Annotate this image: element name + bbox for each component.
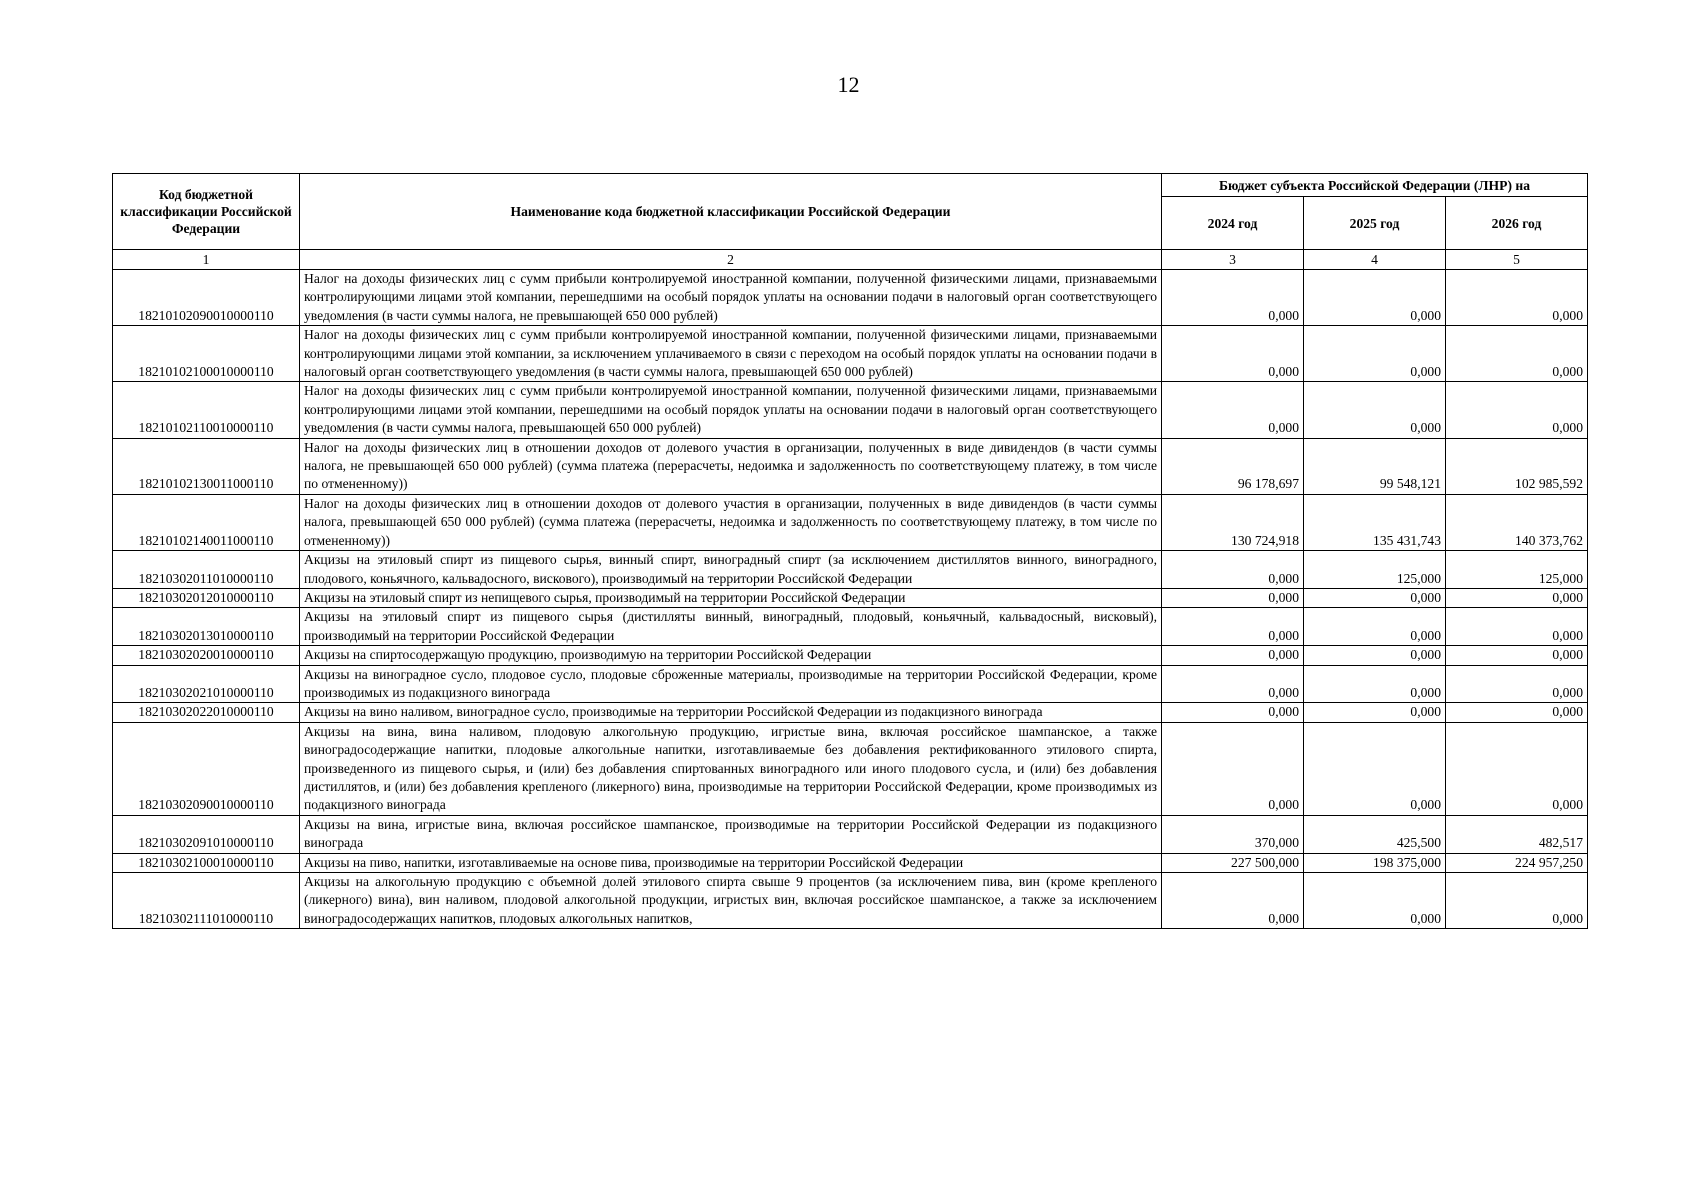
row-value-2025: 0,000	[1304, 665, 1446, 703]
row-value-2024: 0,000	[1162, 270, 1304, 326]
row-value-2025: 0,000	[1304, 588, 1446, 607]
column-number: 3	[1162, 250, 1304, 270]
row-value-2025: 0,000	[1304, 703, 1446, 722]
row-code: 18210102110010000110	[113, 382, 300, 438]
row-name: Акцизы на вино наливом, виноградное сусло, производимые на территории Российской Федерации из подакцизного винограда	[300, 703, 1162, 722]
row-name: Акцизы на этиловый спирт из непищевого сырья, производимый на территории Российской Федерации	[300, 588, 1162, 607]
table-row	[113, 588, 1588, 607]
row-value-2025: 0,000	[1304, 646, 1446, 665]
budget-table	[112, 173, 1588, 929]
row-code: 18210302090010000110	[113, 722, 300, 815]
row-value-2024: 0,000	[1162, 608, 1304, 646]
row-value-2026: 102 985,592	[1446, 438, 1588, 494]
table-row	[113, 608, 1588, 646]
row-value-2025: 125,000	[1304, 551, 1446, 589]
row-name: Акцизы на виноградное сусло, плодовое сусло, плодовые сброженные материалы, производимые на территории Российской Федерации, кроме производимых из подакцизного винограда	[300, 665, 1162, 703]
row-value-2026: 482,517	[1446, 815, 1588, 853]
row-name: Акцизы на спиртосодержащую продукцию, производимую на территории Российской Федерации	[300, 646, 1162, 665]
column-number: 1	[113, 250, 300, 270]
header-year-2025: 2025 год	[1304, 197, 1446, 250]
row-value-2025: 0,000	[1304, 722, 1446, 815]
table-row	[113, 326, 1588, 382]
row-value-2026: 224 957,250	[1446, 853, 1588, 872]
row-code: 18210102130011000110	[113, 438, 300, 494]
row-value-2024: 130 724,918	[1162, 494, 1304, 550]
row-value-2026: 125,000	[1446, 551, 1588, 589]
row-value-2024: 0,000	[1162, 551, 1304, 589]
row-value-2024: 0,000	[1162, 588, 1304, 607]
table-row	[113, 494, 1588, 550]
table-row	[113, 646, 1588, 665]
row-code: 18210302012010000110	[113, 588, 300, 607]
row-value-2024: 0,000	[1162, 382, 1304, 438]
table-row	[113, 853, 1588, 872]
row-value-2026: 0,000	[1446, 646, 1588, 665]
row-code: 18210302111010000110	[113, 873, 300, 929]
page-number: 12	[837, 72, 860, 97]
row-value-2024: 0,000	[1162, 703, 1304, 722]
row-code: 18210102140011000110	[113, 494, 300, 550]
row-code: 18210302011010000110	[113, 551, 300, 589]
row-value-2025: 0,000	[1304, 608, 1446, 646]
row-code: 18210302100010000110	[113, 853, 300, 872]
row-value-2024: 0,000	[1162, 646, 1304, 665]
row-value-2025: 198 375,000	[1304, 853, 1446, 872]
row-value-2026: 0,000	[1446, 665, 1588, 703]
table-row	[113, 665, 1588, 703]
table-row	[113, 815, 1588, 853]
row-name: Налог на доходы физических лиц с сумм прибыли контролируемой иностранной компании, полученной физическими лицами, признаваемыми контролирующими лицами этой компании, перешедшими на особый порядок уплаты на основании подачи в налоговый орган соответствующего уведомления (в части суммы налога, не превышающей 650 000 рублей)	[300, 270, 1162, 326]
row-value-2024: 370,000	[1162, 815, 1304, 853]
table-body	[113, 270, 1588, 929]
row-name: Акцизы на вина, вина наливом, плодовую алкогольную продукцию, игристые вина, включая российское шампанское, а также виноградосодержащие напитки, плодовые алкогольные напитки, изготавливаемые без добавления ректификованного этилового спирта, произведенного из пищевого сырья, и (или) без добавления спиртованных виноградного или иного плодового сусла, и (или) без добавления дистиллятов, и (или) без добавления крепленого (ликерного) вина, производимые на территории Российской Федерации, кроме производимых из подакцизного винограда	[300, 722, 1162, 815]
row-name: Налог на доходы физических лиц с сумм прибыли контролируемой иностранной компании, полученной физическими лицами, признаваемыми контролирующими лицами этой компании, за исключением уплачиваемого в связи с переходом на особый порядок уплаты на основании подачи в налоговый орган соответствующего уведомления (в части суммы налога, превышающей 650 000 рублей)	[300, 326, 1162, 382]
row-value-2024: 0,000	[1162, 873, 1304, 929]
row-name: Акцизы на этиловый спирт из пищевого сырья, винный спирт, виноградный спирт (за исключением дистиллятов винного, виноградного, плодового, коньячного, кальвадосного, вискового), производимый на территории Российской Федерации	[300, 551, 1162, 589]
row-value-2026: 0,000	[1446, 270, 1588, 326]
table-row	[113, 438, 1588, 494]
table-row	[113, 551, 1588, 589]
row-code: 18210302013010000110	[113, 608, 300, 646]
header-code: Код бюджетной классификации Российской Федерации	[113, 174, 300, 250]
table-row	[113, 722, 1588, 815]
row-code: 18210302020010000110	[113, 646, 300, 665]
row-value-2026: 0,000	[1446, 588, 1588, 607]
row-value-2025: 0,000	[1304, 326, 1446, 382]
row-value-2026: 0,000	[1446, 326, 1588, 382]
row-code: 18210302091010000110	[113, 815, 300, 853]
row-value-2025: 135 431,743	[1304, 494, 1446, 550]
row-value-2025: 0,000	[1304, 270, 1446, 326]
row-value-2024: 96 178,697	[1162, 438, 1304, 494]
header-budget-group: Бюджет субъекта Российской Федерации (ЛНР) на	[1162, 174, 1588, 197]
column-number: 2	[300, 250, 1162, 270]
row-value-2025: 0,000	[1304, 873, 1446, 929]
table-row	[113, 382, 1588, 438]
row-name: Налог на доходы физических лиц в отношении доходов от долевого участия в организации, полученных в виде дивидендов (в части суммы налога, не превышающей 650 000 рублей) (сумма платежа (перерасчеты, недоимка и задолженность по соответствующему платежу, в том числе по отмененному))	[300, 438, 1162, 494]
table-row	[113, 873, 1588, 929]
row-value-2024: 0,000	[1162, 326, 1304, 382]
row-value-2026: 0,000	[1446, 722, 1588, 815]
column-numbers-row	[113, 250, 1588, 270]
row-value-2026: 0,000	[1446, 382, 1588, 438]
row-value-2026: 0,000	[1446, 608, 1588, 646]
row-name: Акцизы на этиловый спирт из пищевого сырья (дистилляты винный, виноградный, плодовый, коньячный, кальвадосный, висковый), производимый на территории Российской Федерации	[300, 608, 1162, 646]
row-name: Налог на доходы физических лиц в отношении доходов от долевого участия в организации, полученных в виде дивидендов (в части суммы налога, превышающей 650 000 рублей) (сумма платежа (перерасчеты, недоимка и задолженность по соответствующему платежу, в том числе по отмененному))	[300, 494, 1162, 550]
row-value-2024: 227 500,000	[1162, 853, 1304, 872]
row-value-2026: 0,000	[1446, 873, 1588, 929]
row-code: 18210102090010000110	[113, 270, 300, 326]
row-name: Акцизы на пиво, напитки, изготавливаемые на основе пива, производимые на территории Российской Федерации	[300, 853, 1162, 872]
row-code: 18210102100010000110	[113, 326, 300, 382]
row-value-2024: 0,000	[1162, 722, 1304, 815]
row-value-2026: 0,000	[1446, 703, 1588, 722]
table-row	[113, 270, 1588, 326]
row-value-2024: 0,000	[1162, 665, 1304, 703]
row-name: Акцизы на вина, игристые вина, включая российское шампанское, производимые на территории Российской Федерации из подакцизного винограда	[300, 815, 1162, 853]
header-year-2024: 2024 год	[1162, 197, 1304, 250]
table-row	[113, 703, 1588, 722]
row-code: 18210302021010000110	[113, 665, 300, 703]
row-name: Налог на доходы физических лиц с сумм прибыли контролируемой иностранной компании, полученной физическими лицами, признаваемыми контролирующими лицами этой компании, перешедшими на особый порядок уплаты на основании подачи в налоговый орган соответствующего уведомления (в части суммы налога, превышающей 650 000 рублей)	[300, 382, 1162, 438]
header-year-2026: 2026 год	[1446, 197, 1588, 250]
row-name: Акцизы на алкогольную продукцию с объемной долей этилового спирта свыше 9 процентов (за исключением пива, вин (кроме крепленого (ликерного) вина), вин наливом, плодовой алкогольной продукции, игристых вин, включая российское шампанское, а также за исключением виноградосодержащих напитков, плодовых алкогольных напитков,	[300, 873, 1162, 929]
row-value-2025: 425,500	[1304, 815, 1446, 853]
column-number: 4	[1304, 250, 1446, 270]
row-value-2025: 99 548,121	[1304, 438, 1446, 494]
row-value-2026: 140 373,762	[1446, 494, 1588, 550]
row-code: 18210302022010000110	[113, 703, 300, 722]
column-number: 5	[1446, 250, 1588, 270]
header-name: Наименование кода бюджетной классификации Российской Федерации	[300, 174, 1162, 250]
row-value-2025: 0,000	[1304, 382, 1446, 438]
